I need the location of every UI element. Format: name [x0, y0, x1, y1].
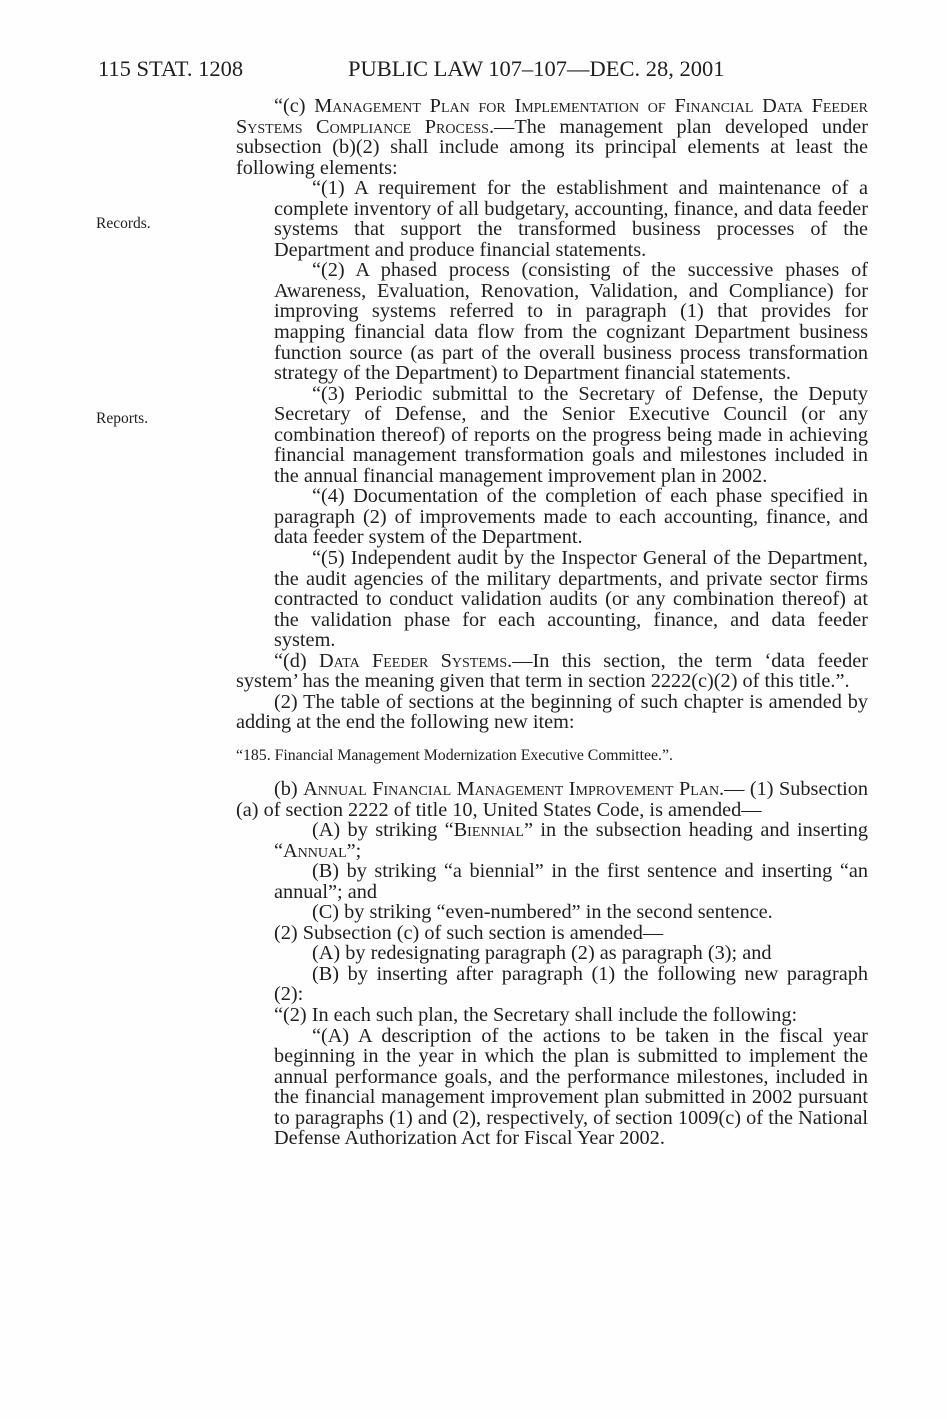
subsection-d: “(d) Data Feeder Systems.—In this section, the term ‘data feeder system’ has the meaning given that term in section 2222(c)(2) of this title.”. — [236, 649, 868, 693]
subsection-c-heading: Management Plan for Implementation of Financial Data Feeder Systems Compliance Process. — [236, 95, 868, 138]
subsection-b: (b) Annual Financial Management Improvement Plan.— (1) Subsection (a) of section 2222 of title 10, United States Code, is amended— — [236, 777, 869, 821]
table-of-sections-amendment: (2) The table of sections at the beginning of such chapter is amended by adding at the end the following new item: — [236, 690, 868, 734]
clause-b1-A: (A) by striking “Biennial” in the subsection heading and inserting “Annual”; — [274, 819, 869, 862]
margin-note-records: Records. — [96, 215, 151, 232]
document-body — [236, 96, 868, 1149]
paragraph-1: “(1) A requirement for the establishment and maintenance of a complete inventory of all budgetary, accounting, finance, and data feeder systems that support the transformed business processes of the Department and produce financial statements. — [274, 177, 868, 261]
paragraph-2: “(2) A phased process (consisting of the successive phases of Awareness, Evaluation, Renovation, Validation, and Compliance) for improving systems referred to in paragraph (1) that provides for mapping financial data flow from the cognizant Department business function source (as part of the overall business process transformation strategy of the Department) to Department financial statements. — [274, 259, 868, 385]
clause-b2-B: (B) by inserting after paragraph (1) the following new paragraph (2): — [274, 962, 868, 1006]
clause-b1-C: (C) by striking “even-numbered” in the second sentence. — [312, 901, 773, 924]
statute-page-number: 115 STAT. 1208 — [98, 56, 244, 81]
subsection-b-heading: Annual Financial Management Improvement Plan. — [303, 777, 725, 800]
paragraph-3: “(3) Periodic submittal to the Secretary of Defense, the Deputy Secretary of Defense, and the Senior Executive Council (or any combination thereof) of reports on the progress being made in achieving financial management transformation goals and milestones included in the annual financial management improvement plan in 2002. — [274, 382, 868, 487]
paragraph-5: “(5) Independent audit by the Inspector General of the Department, the audit agencies of the military departments, and private sector firms contracted to conduct validation audits (or any combination thereof) at the validation phase for each accounting, finance, and data feeder system. — [274, 547, 868, 652]
paragraph-4: “(4) Documentation of the completion of each phase specified in paragraph (2) of improvements made to each accounting, finance, and data feeder system of the Department. — [274, 485, 868, 549]
clause-b2-A: (A) by redesignating paragraph (2) as paragraph (3); and — [312, 942, 772, 965]
clerical-amendment-item: “185. Financial Management Modernization Executive Committee.”. — [236, 746, 673, 764]
public-law-citation: PUBLIC LAW 107–107—DEC. 28, 2001 — [348, 56, 725, 81]
subsection-d-heading: Data Feeder Systems. — [318, 649, 513, 672]
margin-note-reports: Reports. — [96, 410, 149, 427]
paragraph-b2: (2) Subsection (c) of such section is amended— — [274, 921, 664, 944]
quoted-subparagraph-A: “(A) A description of the actions to be taken in the fiscal year beginning in the year in which the plan is submitted to implement the annual performance goals, and the performance milestones, included in the financial management improvement plan submitted in 2002 pursuant to paragraphs (1) and (2), respectively, of section 1009(c) of the National Defense Authorization Act for Fiscal Year 2002. — [274, 1024, 868, 1150]
quoted-paragraph-2: “(2) In each such plan, the Secretary shall include the following: — [274, 1003, 798, 1026]
clause-b1-B: (B) by striking “a biennial” in the first sentence and inserting “an annual”; and — [274, 860, 868, 903]
subsection-c: “(c) Management Plan for Implementation of Financial Data Feeder Systems Compliance Process.—The management plan developed under subsection (b)(2) shall include among its principal elements at least the following elements: — [236, 95, 868, 179]
